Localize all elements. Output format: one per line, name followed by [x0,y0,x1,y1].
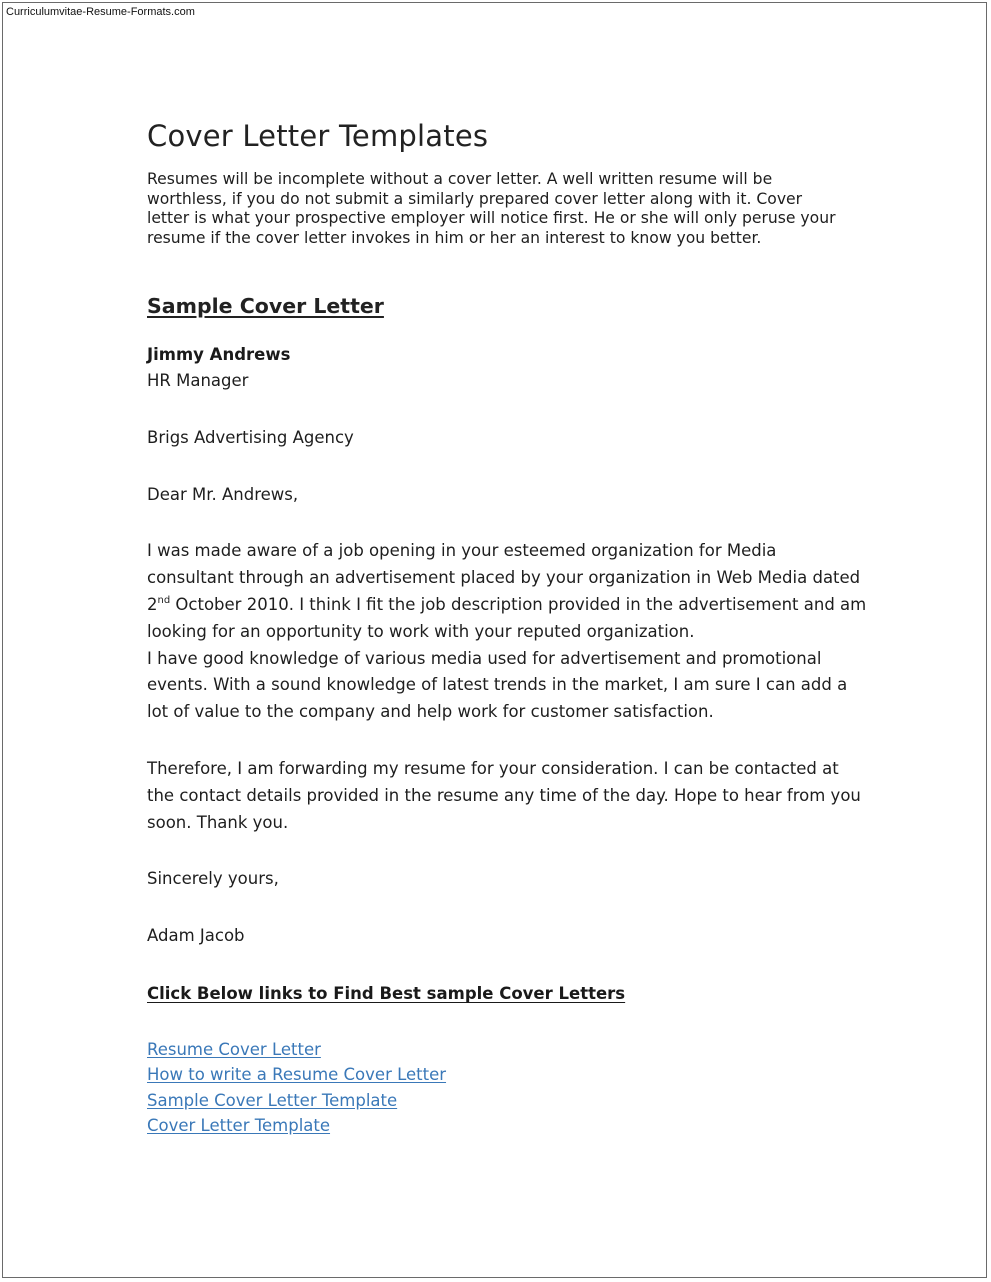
letter-paragraph-2: I have good knowledge of various media used for advertisement and promotional events. With a sound knowledge of latest trends in the market, I am sure I can add a lot of value to the company and help work for customer satisfaction. [147,648,848,722]
page-title: Cover Letter Templates [147,119,489,153]
addressee-name: Jimmy Andrews [147,345,291,364]
intro-paragraph: Resumes will be incomplete without a cover letter. A well written resume will be worthless, if you do not submit a similarly prepared cover letter along with it. Cover letter is what your prospective employer will notice first. He or she will only peruse your resume if the cover letter invokes in him or her an interest to know you better. [147,170,836,247]
addressee-title: HR Manager [147,371,249,390]
list-item [147,1062,867,1088]
company-name: Brigs Advertising Agency [147,427,354,447]
list-item [147,1088,867,1114]
closing: Sincerely yours, [147,869,279,889]
signature-name: Adam Jacob [147,926,245,946]
letter-paragraph-1 [147,538,867,645]
links-heading: Click Below links to Find Best sample Cover Letters [147,983,626,1003]
document-body [147,118,867,1139]
paragraph-1-text-cont: October 2010. I think I fit the job description provided in the advertisement and am looking for an opportunity to work with your reputed organization. [147,594,867,641]
ordinal-suffix: nd [157,594,171,606]
salutation: Dear Mr. Andrews, [147,484,299,504]
source-watermark: Curriculumvitae-Resume-Formats.com [6,6,195,18]
paragraph-1-text: I was made aware of a job opening in your esteemed organization for Media consultant through an advertisement placed by your organization in Web Media dated 2 [147,541,861,614]
sample-letter-heading: Sample Cover Letter [147,294,384,318]
letter-paragraph-3: Therefore, I am forwarding my resume for your consideration. I can be contacted at the contact details provided in the resume any time of the day. Hope to hear from you soon. Thank you. [147,758,861,832]
link-cover-letter-template[interactable]: Cover Letter Template [147,1116,331,1136]
links-list [147,1037,867,1139]
link-resume-cover-letter[interactable]: Resume Cover Letter [147,1039,321,1059]
list-item [147,1037,867,1063]
link-how-to-write-cover-letter[interactable]: How to write a Resume Cover Letter [147,1065,447,1085]
link-sample-cover-letter-template[interactable]: Sample Cover Letter Template [147,1090,398,1110]
list-item [147,1113,867,1139]
